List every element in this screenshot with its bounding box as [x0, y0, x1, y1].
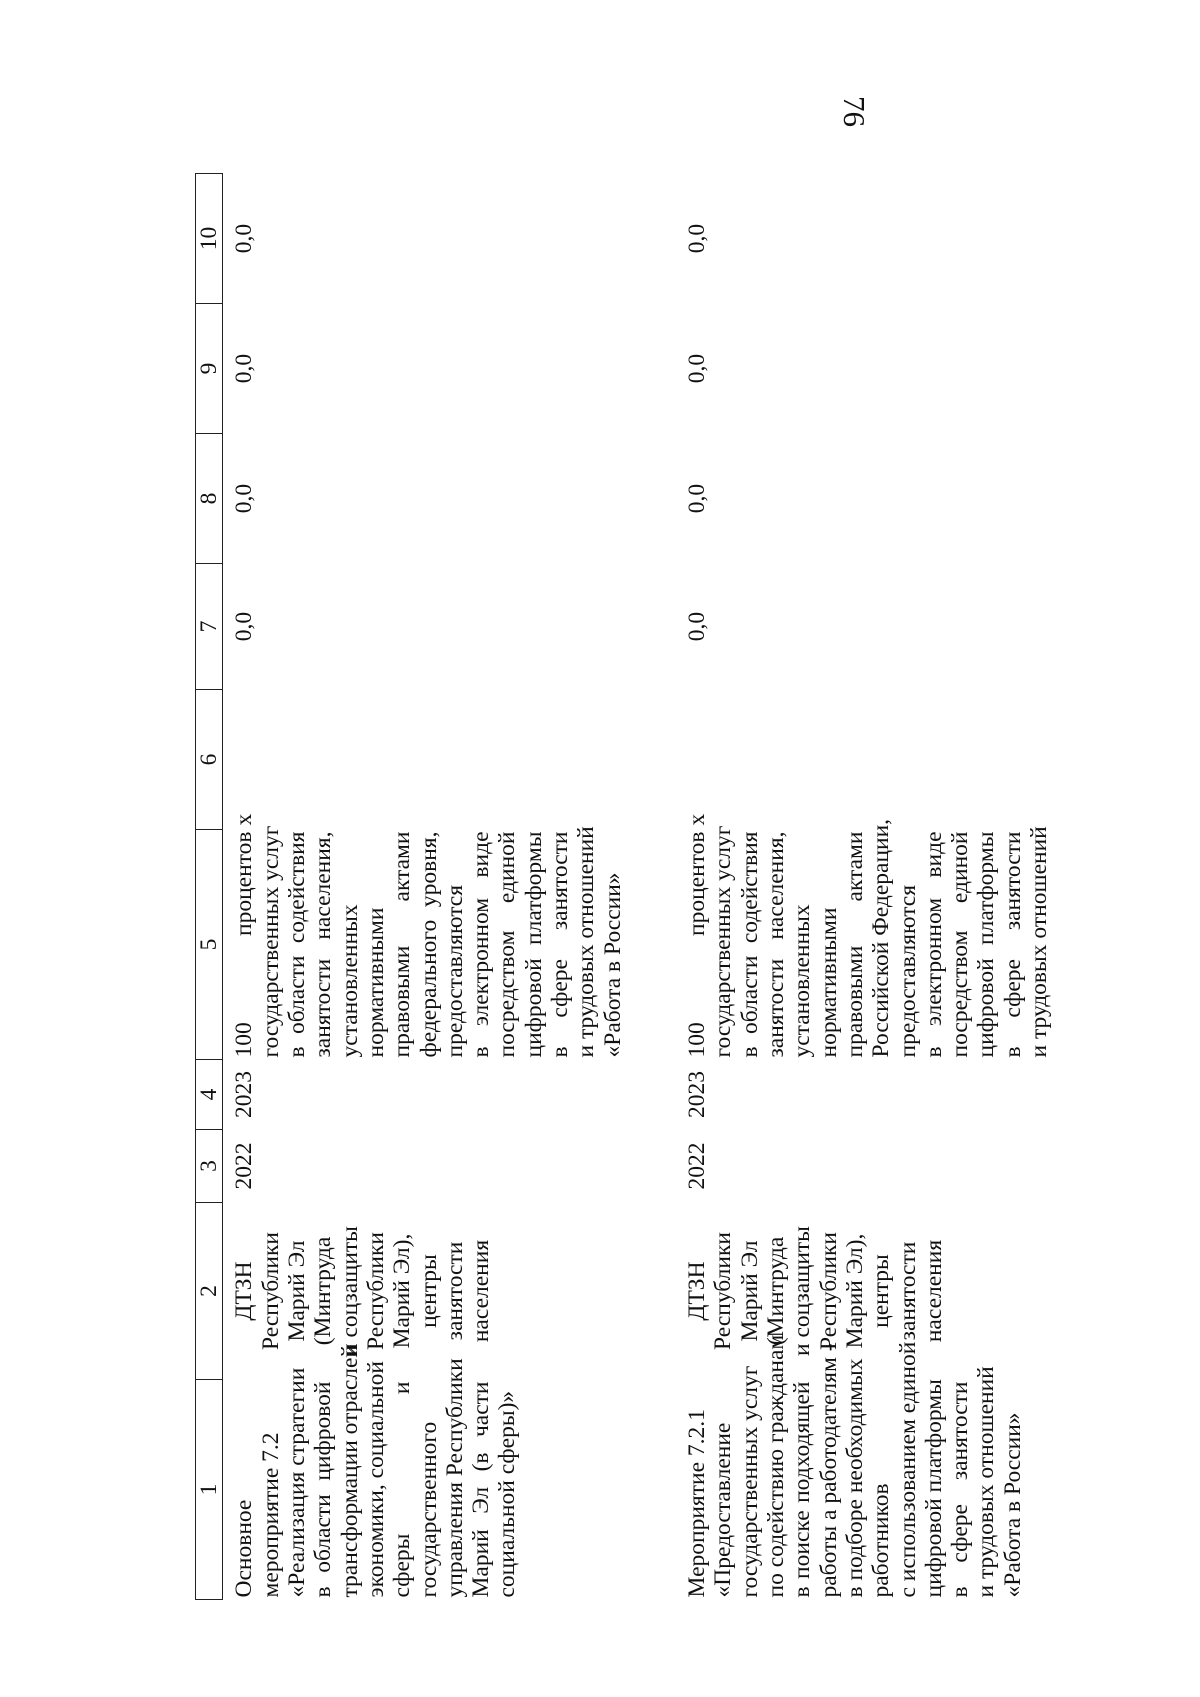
text-line: экономики, социальной	[362, 1361, 389, 1598]
text-line: установленных	[789, 904, 816, 1058]
col-header-6: 6	[196, 690, 223, 830]
text-line: в области содействия	[736, 831, 763, 1058]
text-line: ДТЗН	[684, 1261, 710, 1321]
start-year: 2022	[684, 1142, 710, 1190]
text-line: управления Республики	[441, 1358, 468, 1598]
text-line: (Минтруда	[310, 1236, 337, 1346]
text-line: предоставляются	[441, 884, 468, 1058]
text-line: сферы и	[389, 1381, 416, 1598]
col-header-4: 4	[196, 1060, 223, 1130]
text-line: Республики	[257, 1232, 284, 1350]
text-line: Марий Эл),	[841, 1233, 868, 1349]
col-header-7: 7	[196, 564, 223, 690]
col-header-8: 8	[196, 434, 223, 564]
text-line: государственных услуг	[257, 825, 284, 1058]
event-name-cell	[646, 1334, 1072, 1600]
text-line: в электронном виде	[468, 831, 495, 1058]
col-header-2: 2	[196, 1203, 223, 1380]
text-line: центры	[868, 1254, 895, 1328]
text-line: и соцзащиты	[789, 1226, 816, 1356]
col-header-10: 10	[196, 174, 223, 304]
text-line: государственных услуг	[710, 825, 737, 1058]
table-row	[223, 174, 646, 1600]
text-line: правовыми актами	[841, 831, 868, 1058]
text-line: установленных	[336, 904, 363, 1058]
end-year: 2023	[684, 1071, 710, 1118]
text-line: «Работа в России»	[599, 872, 626, 1058]
text-line: Марий Эл	[283, 1240, 310, 1342]
col-header-1: 1	[196, 1380, 223, 1600]
text-line: Марий Эл	[736, 1240, 763, 1342]
text-line: «Предоставление	[710, 1422, 737, 1598]
text-line: работы а работодателям -	[815, 1343, 842, 1598]
text-line: Республики	[362, 1232, 389, 1350]
start-year: 2022	[231, 1142, 258, 1190]
expected-result-cell	[223, 825, 646, 1060]
text-line: социальной сферы)»	[494, 1390, 521, 1598]
text-line: занятости	[441, 1241, 468, 1341]
text-line: работников	[868, 1483, 895, 1598]
text-line: и соцзащиты	[336, 1226, 363, 1356]
text-line: Российской Федерации,	[868, 818, 895, 1058]
financing-2024: 0,0	[231, 223, 258, 254]
text-line: и трудовых отношений	[973, 1366, 1000, 1598]
text-line: нормативными	[815, 907, 842, 1058]
text-line: мероприятие 7.2	[257, 1432, 284, 1598]
text-line: в электронном виде	[920, 831, 947, 1058]
text-line: государственных услуг	[736, 1365, 763, 1598]
text-line: в подборе необходимых	[841, 1358, 868, 1598]
executor-cell	[646, 1203, 1072, 1380]
text-line: посредством единой	[947, 831, 974, 1058]
text-line: в сфере занятости	[947, 1381, 974, 1598]
text-line: занятости населения,	[310, 831, 337, 1058]
text-line: цифровой платформы	[973, 831, 1000, 1058]
indicator-link-cell: x	[684, 813, 710, 826]
text-line: в сфере занятости	[999, 831, 1026, 1058]
text-line: в сфере занятости	[547, 831, 574, 1058]
financing-2023: 0,0	[684, 353, 710, 384]
text-line: (Минтруда	[762, 1236, 789, 1346]
column-number-row	[196, 174, 223, 1600]
text-line: Республики	[710, 1232, 737, 1350]
text-line: в области цифровой	[310, 1381, 337, 1598]
budget-table	[195, 173, 1072, 1600]
financing-2023: 0,0	[231, 353, 258, 384]
text-line: Марий Эл (в части	[468, 1381, 495, 1598]
event-name-cell	[223, 1345, 646, 1600]
end-year: 2023	[231, 1071, 258, 1118]
financing-total: 0,0	[231, 611, 258, 642]
text-line: Марий Эл),	[389, 1233, 416, 1349]
text-line: Мероприятие 7.2.1	[684, 1409, 710, 1598]
page-number: 76	[837, 96, 872, 127]
financing-2022: 0,0	[231, 483, 258, 514]
executor-cell	[223, 1203, 646, 1380]
col-header-3: 3	[196, 1130, 223, 1203]
text-line: 100 процентов	[231, 831, 258, 1058]
col-header-5: 5	[196, 830, 223, 1060]
col-header-9: 9	[196, 304, 223, 434]
text-line: занятости населения,	[762, 831, 789, 1058]
text-line: трансформации отраслей	[336, 1345, 363, 1598]
text-line: предоставляются	[894, 884, 921, 1058]
financing-total: 0,0	[684, 611, 710, 642]
text-line: «Работа в России»	[999, 1412, 1026, 1598]
text-line: государственного	[415, 1421, 442, 1598]
text-line: занятости	[894, 1241, 921, 1341]
financing-2024: 0,0	[684, 223, 710, 254]
rotated-page-content	[195, 20, 1200, 1620]
text-line: цифровой платформы	[920, 1379, 947, 1598]
text-line: цифровой платформы	[520, 831, 547, 1058]
text-line: Республики	[815, 1232, 842, 1350]
text-line: с использованием единой	[894, 1341, 921, 1598]
text-line: центры	[415, 1254, 442, 1328]
text-line: 100 процентов	[684, 831, 710, 1058]
indicator-link-cell: x	[231, 813, 258, 826]
expected-result-cell	[646, 818, 1072, 1060]
text-line: в области содействия	[283, 831, 310, 1058]
text-line: ДТЗН	[231, 1261, 258, 1321]
text-line: нормативными	[362, 907, 389, 1058]
text-line: и трудовых отношений	[1026, 826, 1053, 1058]
text-line: правовыми актами	[389, 831, 416, 1058]
text-line: «Реализация стратегии	[283, 1367, 310, 1598]
text-line: и трудовых отношений	[573, 826, 600, 1058]
table-row	[646, 174, 1072, 1600]
text-line: федерального уровня,	[415, 831, 442, 1058]
text-line: по содействию гражданам	[762, 1334, 789, 1598]
text-line: в поиске подходящей	[789, 1381, 816, 1598]
text-line: Основное	[231, 1499, 258, 1598]
text-line: населения	[468, 1239, 495, 1343]
text-line: посредством единой	[494, 831, 521, 1058]
text-line: населения	[920, 1239, 947, 1343]
financing-2022: 0,0	[684, 483, 710, 514]
